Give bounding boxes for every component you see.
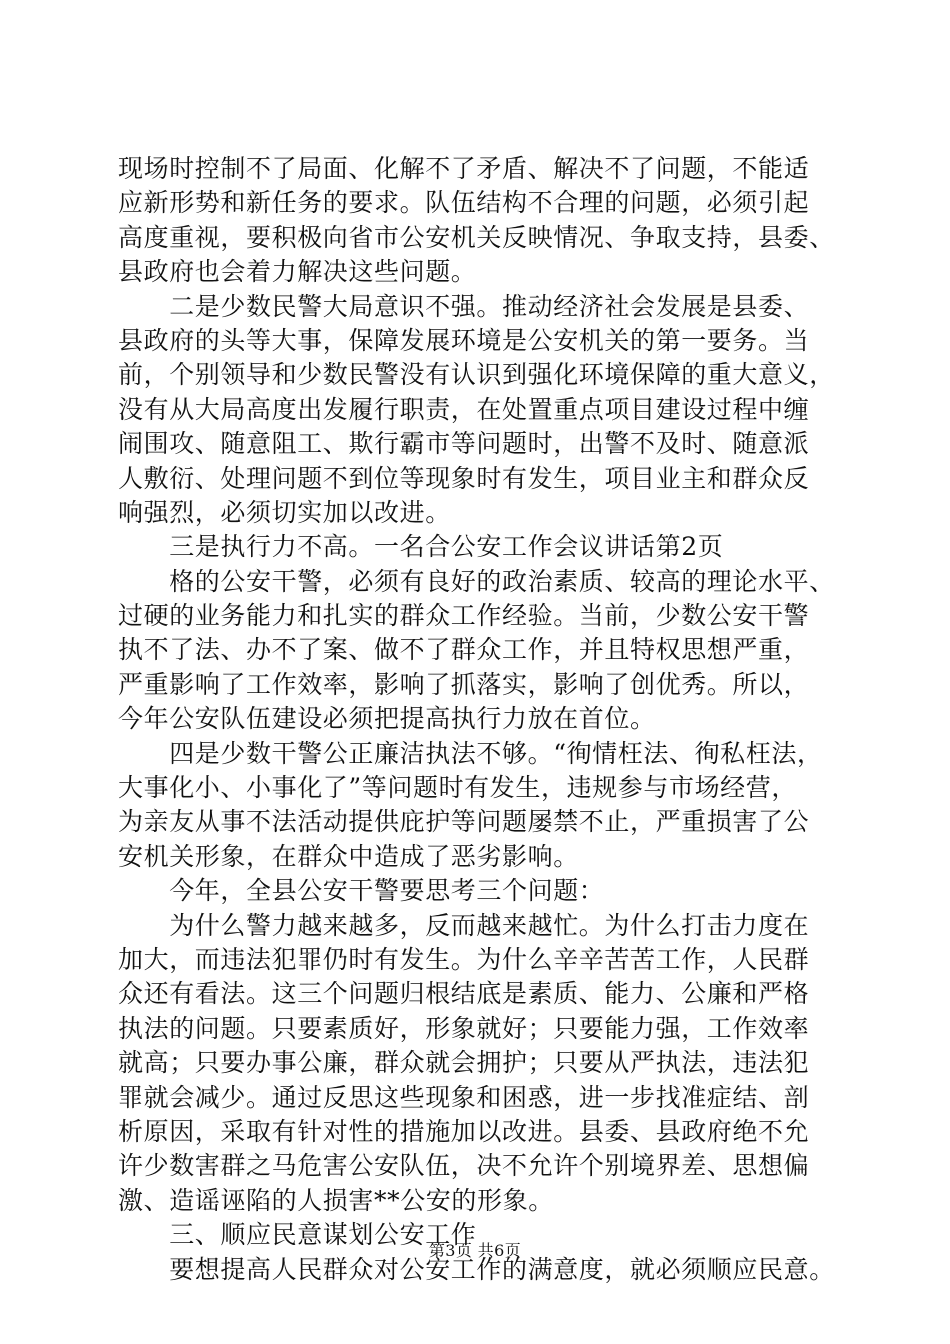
text-line: 没有从大局高度出发履行职责，在处置重点项目建设过程中缠	[118, 394, 810, 424]
text-line: 为亲友从事不法活动提供庇护等问题屡禁不止，严重损害了公	[118, 807, 810, 837]
text-line: 三是执行力不高。一名合公安工作会议讲话第2页	[118, 532, 724, 562]
text-line: 严重影响了工作效率，影响了抓落实，影响了创优秀。所以，	[118, 669, 810, 699]
text-line: 今年，全县公安干警要思考三个问题：	[118, 876, 605, 906]
text-line: 闹围攻、随意阻工、欺行霸市等问题时，出警不及时、随意派	[118, 429, 810, 459]
text-line: 响强烈，必须切实加以改进。	[118, 497, 451, 527]
text-line: 县政府也会着力解决这些问题。	[118, 257, 477, 287]
text-line: 激、造谣诬陷的人损害**公安的形象。	[118, 1185, 554, 1215]
page-number-footer: 第3页 共6页	[428, 1241, 522, 1260]
text-line: 二是少数民警大局意识不强。推动经济社会发展是县委、	[118, 291, 810, 321]
text-line: 执不了法、办不了案、做不了群众工作，并且特权思想严重，	[118, 635, 810, 665]
text-line: 执法的问题。只要素质好，形象就好；只要能力强，工作效率	[118, 1013, 810, 1043]
body-text	[118, 152, 853, 1287]
text-line: 今年公安队伍建设必须把提高执行力放在首位。	[118, 704, 656, 734]
text-line: 大事化小、小事化了”等问题时有发生，违规参与市场经营，	[118, 773, 797, 803]
text-line: 四是少数干警公正廉洁执法不够。“徇情枉法、徇私枉法，	[118, 738, 823, 768]
text-line: 过硬的业务能力和扎实的群众工作经验。当前，少数公安干警	[118, 601, 810, 631]
text-line: 应新形势和新任务的要求。队伍结构不合理的问题，必须引起	[118, 188, 810, 218]
text-line: 高度重视，要积极向省市公安机关反映情况、争取支持，县委、	[118, 222, 835, 252]
text-line: 要想提高人民群众对公安工作的满意度，就必须顺应民意。	[118, 1254, 835, 1284]
text-line: 罪就会减少。通过反思这些现象和困惑，进一步找准症结、剖	[118, 1082, 810, 1112]
text-line: 前，个别领导和少数民警没有认识到强化环境保障的重大意义，	[118, 360, 835, 390]
text-line: 析原因，采取有针对性的措施加以改进。县委、县政府绝不允	[118, 1116, 810, 1146]
text-line: 为什么警力越来越多，反而越来越忙。为什么打击力度在	[118, 910, 810, 940]
text-line: 格的公安干警，必须有良好的政治素质、较高的理论水平、	[118, 566, 835, 596]
text-line: 加大，而违法犯罪仍时有发生。为什么辛辛苦苦工作，人民群	[118, 944, 810, 974]
text-line: 众还有看法。这三个问题归根结底是素质、能力、公廉和严格	[118, 979, 810, 1009]
text-line: 人敷衍、处理问题不到位等现象时有发生，项目业主和群众反	[118, 463, 810, 493]
text-line: 就高；只要办事公廉，群众就会拥护；只要从严执法，违法犯	[118, 1048, 810, 1078]
text-line: 县政府的头等大事，保障发展环境是公安机关的第一要务。当	[118, 325, 810, 355]
text-line: 现场时控制不了局面、化解不了矛盾、解决不了问题，不能适	[118, 154, 810, 183]
text-line: 许少数害群之马危害公安队伍，决不允许个别境界差、思想偏	[118, 1151, 810, 1181]
text-line: 安机关形象，在群众中造成了恶劣影响。	[118, 841, 579, 871]
text-line: 三、顺应民意谋划公安工作	[118, 1220, 477, 1250]
